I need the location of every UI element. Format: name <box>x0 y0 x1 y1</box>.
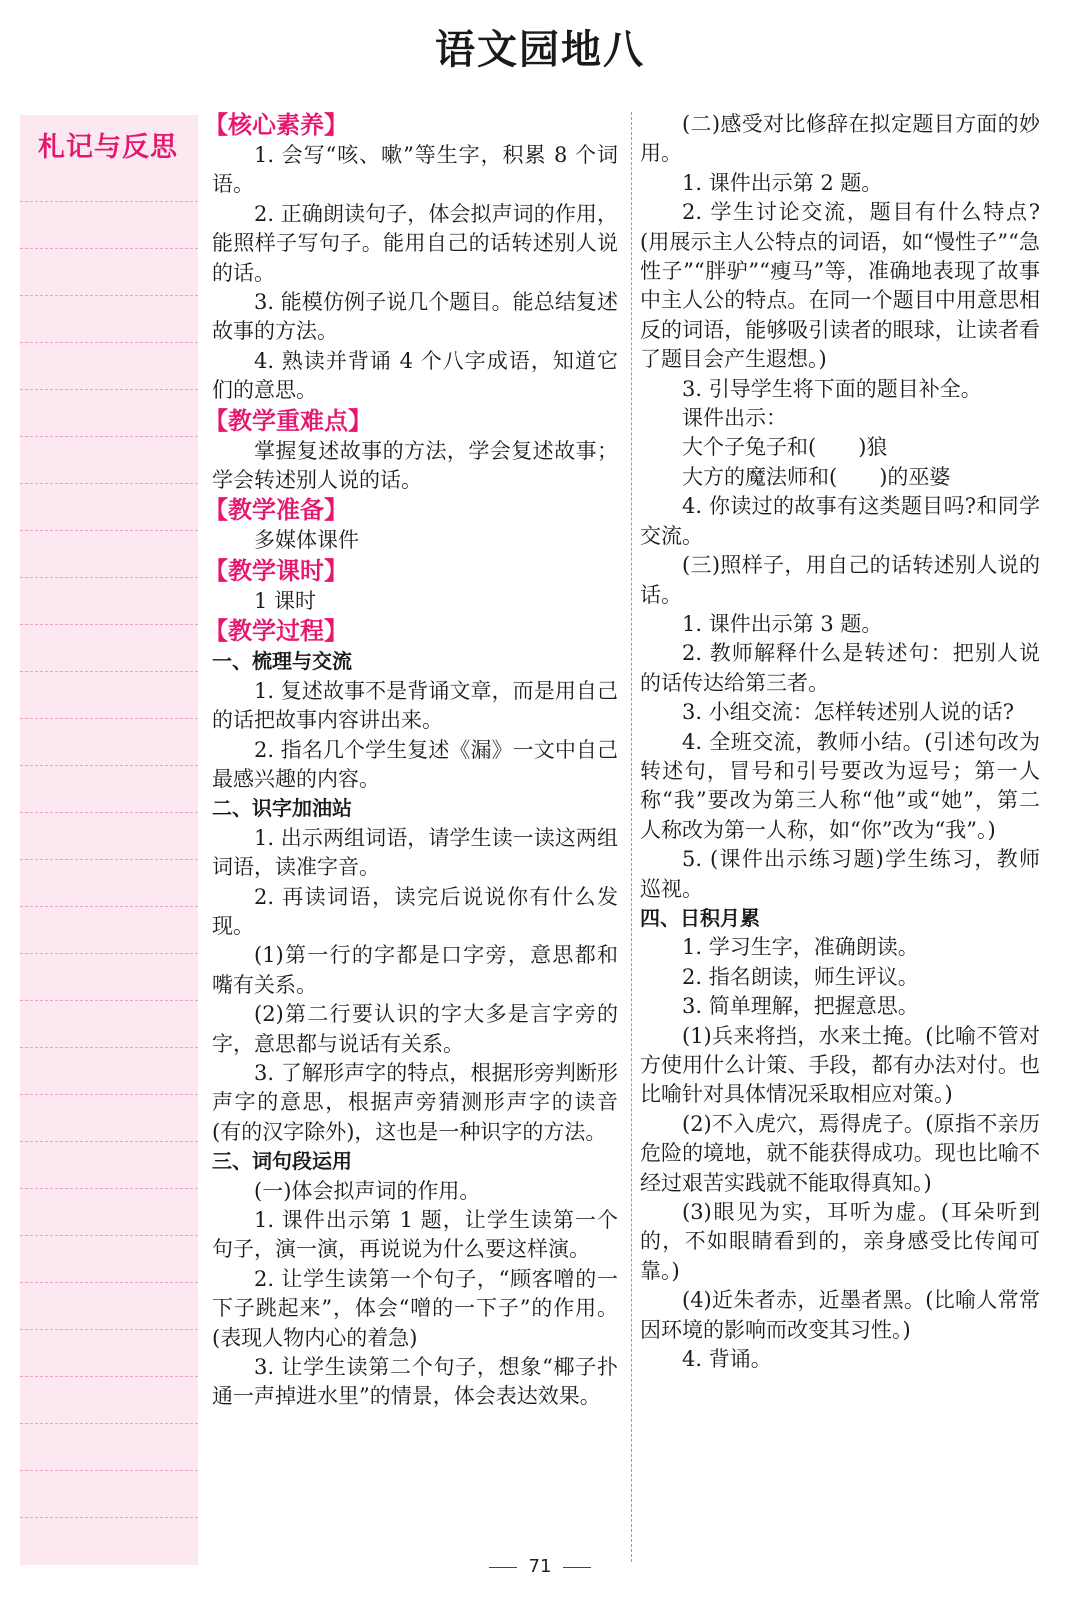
note-line <box>20 1376 198 1377</box>
note-line <box>20 1141 198 1142</box>
note-line <box>20 1329 198 1330</box>
paragraph: 2. 让学生读第一个句子，“顾客噌的一下子跳起来”，体会“噌的一下子”的作用。(表现人物内心的着急) <box>212 1266 618 1350</box>
note-line <box>20 671 198 672</box>
paragraph: (二)感受对比修辞在拟定题目方面的妙用。 <box>640 112 1040 166</box>
paragraph: 1. 会写“咳、嗽”等生字，积累 8 个词语。 <box>212 143 618 197</box>
paragraph: 4. 熟读并背诵 4 个八字成语，知道它们的意思。 <box>212 348 618 403</box>
paragraph: 课件出示： <box>682 406 787 431</box>
note-line <box>20 1423 198 1424</box>
paragraph: 1. 课件出示第 1 题，让学生读第一个句子，演一演，再说说为什么要这样演。 <box>212 1208 618 1262</box>
section-heading: 【教学重难点】 <box>204 406 372 435</box>
column-divider <box>631 112 632 1562</box>
paragraph: 4. 全班交流，教师小结。(引述句改为转述句，冒号和引号要改为逗号；第一人称“我”要改为第三人称“他”或“她”，第二人称改为第一人称，如“你”改为“我”。) <box>640 729 1040 842</box>
note-line <box>20 906 198 907</box>
note-line <box>20 1000 198 1001</box>
paragraph: 4. 背诵。 <box>682 1347 772 1372</box>
note-line <box>20 1047 198 1048</box>
paragraph: 3. 让学生读第二个句子，想象“椰子扑通一声掉进水里”的情景，体会表达效果。 <box>212 1355 618 1409</box>
paragraph: (2)第二行要认识的字大多是言字旁的字，意思都与说话有关系。 <box>212 1002 618 1056</box>
paragraph: 3. 引导学生将下面的题目补全。 <box>682 376 982 401</box>
note-line <box>20 1188 198 1189</box>
subsection-heading: 二、识字加油站 <box>212 796 352 821</box>
paragraph: 2. 再读词语，读完后说说你有什么发现。 <box>212 884 618 938</box>
note-line <box>20 859 198 860</box>
paragraph: 2. 指名朗读，师生评议。 <box>682 964 919 989</box>
note-line <box>20 530 198 531</box>
footer-dash-left <box>489 1567 517 1568</box>
paragraph: 多媒体课件 <box>254 528 359 553</box>
section-heading: 【教学准备】 <box>204 496 348 525</box>
paragraph: 2. 教师解释什么是转述句：把别人说的话传达给第三者。 <box>640 641 1040 695</box>
note-line <box>20 201 198 202</box>
note-line <box>20 812 198 813</box>
paragraph: (一)体会拟声词的作用。 <box>254 1178 481 1203</box>
note-line <box>20 1282 198 1283</box>
paragraph: 3. 了解形声字的特点，根据形旁判断形声字的意思，根据声旁猜测形声字的读音(有的汉字除外)，这也是一种识字的方法。 <box>212 1060 618 1144</box>
subsection-heading: 一、梳理与交流 <box>212 649 352 674</box>
paragraph: (3)眼见为实，耳听为虚。(耳朵听到的，不如眼睛看到的，亲身感受比传闻可靠。) <box>640 1200 1040 1283</box>
note-line <box>20 389 198 390</box>
note-line <box>20 248 198 249</box>
note-line <box>20 624 198 625</box>
note-line <box>20 295 198 296</box>
page-title: 语文园地八 <box>435 27 645 73</box>
paragraph: 3. 简单理解，把握意思。 <box>682 994 919 1019</box>
paragraph: 1. 课件出示第 2 题。 <box>682 170 883 195</box>
note-line <box>20 436 198 437</box>
section-heading: 【教学过程】 <box>204 617 348 646</box>
paragraph: 3. 小组交流：怎样转述别人说的话? <box>682 700 1014 725</box>
paragraph: 1. 课件出示第 3 题。 <box>682 611 883 636</box>
section-heading: 【教学课时】 <box>204 556 348 585</box>
note-line <box>20 483 198 484</box>
paragraph: 2. 正确朗读句子，体会拟声词的作用，能照样子写句子。能用自己的话转述别人说的话。 <box>212 201 618 285</box>
section-heading: 【核心素养】 <box>204 111 348 139</box>
paragraph: 1. 学习生字，准确朗读。 <box>682 935 919 960</box>
sidebar-title: 札记与反思 <box>38 132 178 163</box>
paragraph: 掌握复述故事的方法，学会复述故事；学会转述别人说的话。 <box>212 438 618 493</box>
note-line <box>20 953 198 954</box>
paragraph: 5. (课件出示练习题)学生练习，教师巡视。 <box>640 847 1040 901</box>
note-line <box>20 1094 198 1095</box>
subsection-heading: 四、日积月累 <box>640 905 760 930</box>
note-line <box>20 765 198 766</box>
paragraph: (1)第一行的字都是口字旁，意思都和嘴有关系。 <box>212 943 618 997</box>
paragraph: 2. 指名几个学生复述《漏》一文中自己最感兴趣的内容。 <box>212 737 618 791</box>
left-column <box>204 110 618 1412</box>
paragraph: 1. 出示两组词语，请学生读一读这两组词语，读准字音。 <box>212 825 618 880</box>
note-line <box>20 577 198 578</box>
right-column <box>640 110 1040 1374</box>
note-line <box>20 1470 198 1471</box>
paragraph: 1. 复述故事不是背诵文章，而是用自己的话把故事内容讲出来。 <box>212 678 618 733</box>
paragraph: (1)兵来将挡，水来土掩。(比喻不管对方使用什么计策、手段，都有办法对付。也比喻针对具体情况采取相应对策。) <box>640 1023 1040 1107</box>
paragraph: 大方的魔法师和( )的巫婆 <box>682 464 951 489</box>
paragraph: (4)近朱者赤，近墨者黑。(比喻人常常因环境的影响而改变其习性。) <box>640 1288 1040 1342</box>
note-line <box>20 342 198 343</box>
paragraph: 2. 学生讨论交流，题目有什么特点?(用展示主人公特点的词语，如“慢性子”“急性子”“胖驴”“瘦马”等，准确地表现了故事中主人公的特点。在同一个题目中用意思相反的词语，能够吸引读者的眼球，让读者看了题目会产生遐想。) <box>640 200 1040 372</box>
notes-sidebar <box>20 115 198 1565</box>
paragraph: 大个子兔子和( )狼 <box>682 435 888 460</box>
subsection-heading: 三、词句段运用 <box>212 1149 352 1174</box>
page-footer <box>0 1556 1080 1577</box>
paragraph: 3. 能模仿例子说几个题目。能总结复述故事的方法。 <box>212 290 618 344</box>
note-line <box>20 1517 198 1518</box>
note-line <box>20 718 198 719</box>
note-line <box>20 1235 198 1236</box>
footer-dash-right <box>563 1567 591 1568</box>
paragraph: (三)照样子，用自己的话转述别人说的话。 <box>640 553 1040 607</box>
paragraph: (2)不入虎穴，焉得虎子。(原指不亲历危险的境地，就不能获得成功。现也比喻不经过艰苦实践就不能取得真知。) <box>640 1111 1040 1195</box>
paragraph: 1 课时 <box>254 588 317 613</box>
page-number: 71 <box>528 1556 552 1577</box>
paragraph: 4. 你读过的故事有这类题目吗?和同学交流。 <box>640 494 1040 548</box>
